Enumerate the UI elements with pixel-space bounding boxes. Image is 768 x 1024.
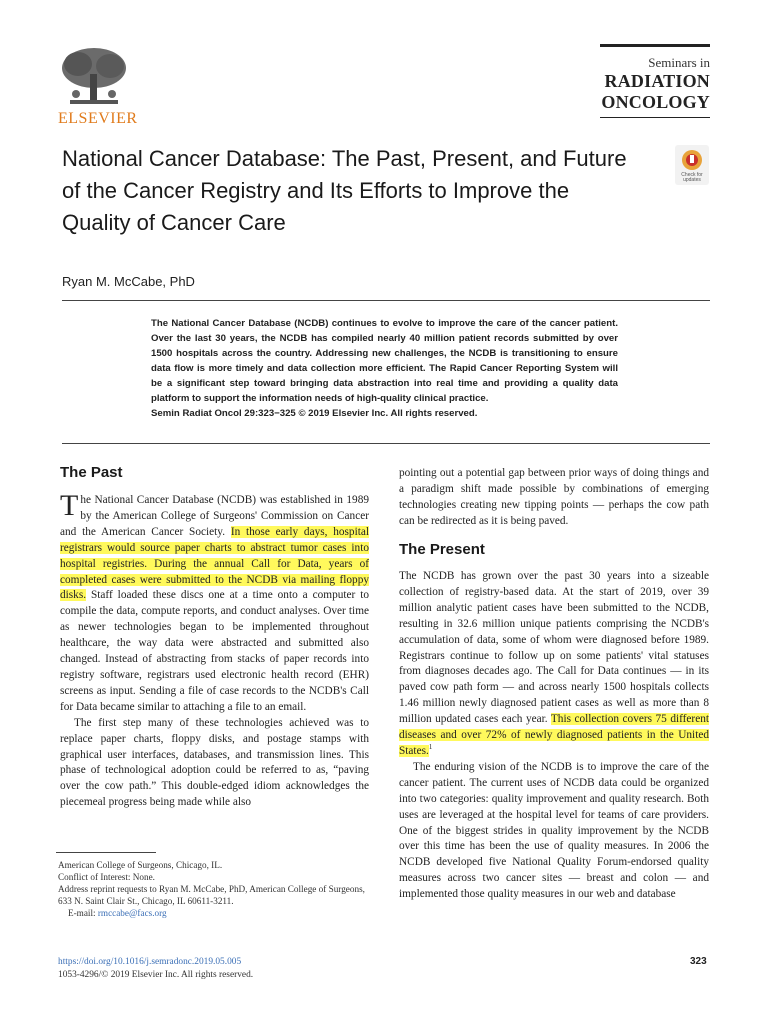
copyright-line: 1053-4296/© 2019 Elsevier Inc. All rights reserved. <box>58 970 254 980</box>
footnotes <box>58 859 368 919</box>
present-p1-text: The NCDB has grown over the past 30 years into a sizeable collection of registry-based data. At the start of 2019, over 39 million analytic patient cases have been submitted to the NCDB, resulting in 32.6 million unique patients comprising the NCDB's accumulation of data, some of whom were diagnosed before 1989. Registrars continue to follow up on some patients' vital statuses from diagnoses decades ago. The Call for Data continues — in its paved cow path form — and across nearly 1500 hospitals collects 1.46 million newly diagnosed patient cases as well as more than 8 million updated cases each year. <box>399 570 709 726</box>
abstract-text: The National Cancer Database (NCDB) continues to evolve to improve the care of the cancer patient. Over the last 30 years, the NCDB has compiled nearly 40 million patient records submitted by over 1500 hospitals across the country. Addressing new challenges, the NCDB is transitioning to ensure data flow is more timely and data collection more efficient. The Rapid Cancer Reporting System will be a significant step toward bringing data abstraction into real time and providing a quality data platform to support the information needs of high-quality clinical practice. <box>151 318 618 404</box>
masthead-rule-bottom <box>600 117 710 118</box>
past-p1-highlight: In those early days, hospital registrars would source paper charts to abstract tumor cases into hospital registries. During the annual Call for Data, years of completed cases were submitted to the NCDB via mailing floppy disks. <box>60 525 369 602</box>
journal-name-line2: ONCOLOGY <box>601 92 710 112</box>
right-column <box>399 569 709 903</box>
check-for-updates-badge[interactable] <box>675 145 709 185</box>
heading-the-past: The Past <box>60 464 123 481</box>
past-continuation: pointing out a potential gap between prior ways of doing things and a paradigm shift made possible by combinations of emerging technologies creating new tipping points — perhaps the cow path can be redirected as it is being paved. <box>399 467 709 527</box>
author-name: Ryan M. McCabe, PhD <box>62 274 195 289</box>
email-label: E-mail: <box>68 908 98 918</box>
left-column <box>60 489 369 811</box>
doi-link[interactable]: https://doi.org/10.1016/j.semradonc.2019.05.005 <box>58 957 242 967</box>
abstract-top-rule <box>62 300 710 301</box>
email-link[interactable]: rmccabe@facs.org <box>97 908 167 918</box>
present-p1-highlight: This collection covers 75 different diseases and over 72% of newly diagnosed patients in the United States. <box>399 713 710 757</box>
footnote-email <box>58 907 368 919</box>
abstract-bottom-rule <box>62 443 710 444</box>
footnote-reprint: Address reprint requests to Ryan M. McCabe, PhD, American College of Surgeons, 633 N. Saint Clair St., Chicago, IL 60611-3211. <box>58 884 365 906</box>
journal-name-line1: RADIATION <box>604 71 710 91</box>
badge-label: Check for updates <box>681 172 703 183</box>
right-column-top <box>399 466 709 530</box>
past-p1-text-b: Staff loaded these discs one at a time onto a computer to compile the data, compute reports, and conduct analyses. Over time as newer technologies began to be implemented throughout healthcare, the way data were abstracted and submitted also changed. Instead of abstracting from stacks of paper records into registry software, registrars used electronic health record (EHR) screens as input. Sending a file of case records to the NCDB's Call for Data became similar to attaching a file to an email. <box>60 589 369 713</box>
citation-line: Semin Radiat Oncol 29:323−325 © 2019 Elsevier Inc. All rights reserved. <box>151 408 478 419</box>
present-paragraph-2: The enduring vision of the NCDB is to improve the care of the cancer patient. The current uses of NCDB data could be organized into two categories: quality improvement and quality research. Both uses are leveraged at the hospital level for teams of care providers. One of the biggest strides in quality improvement by the NCDB over this time has been the use of quality measures. In 2006 the NCDB developed five National Quality Forum-endorsed quality measures across two cancer sites — breast and colon — and implemented those quality measures in our web and database <box>399 760 709 901</box>
past-p1-text-a: he National Cancer Database (NCDB) was established in 1989 by the American College of Surgeons' Commission on Cancer and the American Cancer Society. <box>60 494 369 538</box>
drop-cap: T <box>60 489 79 522</box>
heading-the-present: The Present <box>399 541 485 558</box>
article-title: National Cancer Database: The Past, Present, and Future of the Cancer Registry and Its Efforts to Improve the Quality of Cancer Care <box>62 146 627 235</box>
footnote-conflict: Conflict of Interest: None. <box>58 872 155 882</box>
footnote-affiliation: American College of Surgeons, Chicago, IL. <box>58 860 223 870</box>
publisher-name: ELSEVIER <box>58 110 138 127</box>
footnote-rule <box>56 852 156 853</box>
present-paragraph-1 <box>399 569 709 760</box>
past-paragraph-1 <box>60 489 369 716</box>
journal-masthead <box>600 44 710 118</box>
masthead-rule <box>600 44 710 47</box>
page-number: 323 <box>690 956 707 967</box>
doi-block <box>58 956 253 982</box>
reference-marker[interactable]: 1 <box>428 743 433 752</box>
journal-prefix: Seminars in <box>648 55 710 70</box>
past-paragraph-2: The first step many of these technologies achieved was to replace paper charts, floppy disks, and postage stamps with graphical user interfaces, databases, and transmission lines. This phase of technological adoption could be referred to as, “paving over the cow path.” This double-edged idiom acknowledges the piecemeal progress being made while also <box>60 716 369 809</box>
abstract <box>151 316 618 421</box>
